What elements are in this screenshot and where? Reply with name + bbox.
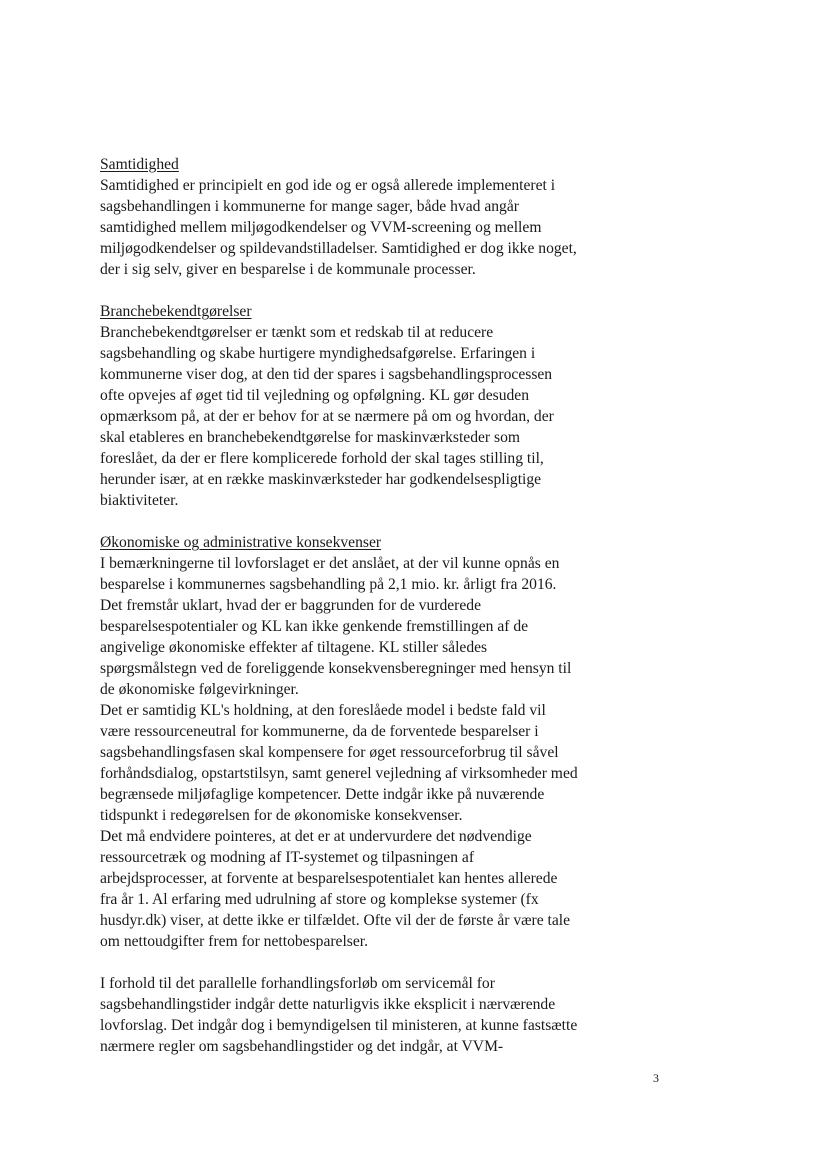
text-line: spørgsmålstegn ved de foreliggende konsekvensberegninger med hensyn til [100, 660, 572, 677]
text-line: kommunerne viser dog, at den tid der spares i sagsbehandlingsprocessen [100, 366, 553, 383]
text-line: skal etableres en branchebekendtgørelse for maskinværksteder som [100, 429, 521, 446]
text-line: foreslået, da der er flere komplicerede forhold der skal tages stilling til, [100, 450, 544, 467]
section [100, 301, 660, 511]
paragraph [100, 553, 660, 700]
paragraph [100, 322, 660, 511]
paragraph [100, 973, 660, 1057]
section-heading: Samtidighed [100, 156, 179, 173]
text-line: biaktiviteter. [100, 492, 179, 509]
text-line: ofte opvejes af øget tid til vejledning og opfølgning. KL gør desuden [100, 387, 530, 404]
document-body [100, 154, 660, 1078]
text-line: opmærksom på, at der er behov for at se nærmere på om og hvordan, der [100, 408, 554, 425]
text-line: Samtidighed er principielt en god ide og er også allerede implementeret i [100, 177, 556, 194]
text-line: sagsbehandlingstider indgår dette naturligvis ikke eksplicit i nærværende [100, 996, 556, 1013]
text-line: herunder især, at en række maskinværksteder har godkendelsespligtige [100, 471, 542, 488]
text-line: sagsbehandling og skabe hurtigere myndighedsafgørelse. Erfaringen i [100, 345, 536, 362]
text-line: Det er samtidig KL's holdning, at den foreslåede model i bedste fald vil [100, 702, 546, 719]
text-line: I bemærkningerne til lovforslaget er det anslået, at der vil kunne opnås en [100, 555, 560, 572]
text-line: angivelige økonomiske effekter af tiltagene. KL stiller således [100, 639, 488, 656]
text-line: samtidighed mellem miljøgodkendelser og VVM-screening og mellem [100, 219, 542, 236]
text-line: sagsbehandlingsfasen skal kompensere for øget ressourceforbrug til såvel [100, 744, 559, 761]
page-number: 3 [653, 1071, 659, 1085]
text-line: begrænsede miljøfaglige kompetencer. Dette indgår ikke på nuværende [100, 786, 545, 803]
text-line: Det fremstår uklart, hvad der er baggrunden for de vurderede [100, 597, 482, 614]
paragraph [100, 700, 660, 826]
text-line: der i sig selv, giver en besparelse i de kommunale processer. [100, 261, 476, 278]
text-line: være ressourceneutral for kommunerne, da de forventede besparelser i [100, 723, 539, 740]
text-line: husdyr.dk) viser, at dette ikke er tilfældet. Ofte vil der de første år være tale [100, 912, 571, 929]
text-line: fra år 1. Al erfaring med udrulning af store og komplekse systemer (fx [100, 891, 539, 908]
text-line: om nettoudgifter frem for nettobesparelser. [100, 933, 369, 950]
text-line: Branchebekendtgørelser er tænkt som et redskab til at reducere [100, 324, 494, 341]
text-line: miljøgodkendelser og spildevandstilladelser. Samtidighed er dog ikke noget, [100, 240, 577, 257]
text-line: arbejdsprocesser, at forvente at besparelsespotentialet kan hentes allerede [100, 870, 558, 887]
text-line: sagsbehandlingen i kommunerne for mange sager, både hvad angår [100, 198, 519, 215]
text-line: tidspunkt i redegørelsen for de økonomiske konsekvenser. [100, 807, 463, 824]
text-line: besparelsespotentialer og KL kan ikke genkende fremstillingen af de [100, 618, 529, 635]
text-line: besparelse i kommunernes sagsbehandling på 2,1 mio. kr. årligt fra 2016. [100, 576, 557, 593]
section [100, 973, 660, 1057]
text-line: lovforslag. Det indgår dog i bemyndigelsen til ministeren, at kunne fastsætte [100, 1017, 578, 1034]
section-heading: Branchebekendtgørelser [100, 303, 252, 320]
section [100, 154, 660, 280]
text-line: I forhold til det parallelle forhandlingsforløb om servicemål for [100, 975, 495, 992]
text-line: forhåndsdialog, opstartstilsyn, samt generel vejledning af virksomheder med [100, 765, 578, 782]
paragraph [100, 826, 660, 952]
text-line: nærmere regler om sagsbehandlingstider og det indgår, at VVM- [100, 1038, 504, 1055]
paragraph [100, 175, 660, 280]
text-line: Det må endvidere pointeres, at det er at undervurdere det nødvendige [100, 828, 532, 845]
section [100, 532, 660, 952]
section-heading: Økonomiske og administrative konsekvenser [100, 534, 382, 551]
text-line: de økonomiske følgevirkninger. [100, 681, 299, 698]
text-line: ressourcetræk og modning af IT-systemet og tilpasningen af [100, 849, 475, 866]
